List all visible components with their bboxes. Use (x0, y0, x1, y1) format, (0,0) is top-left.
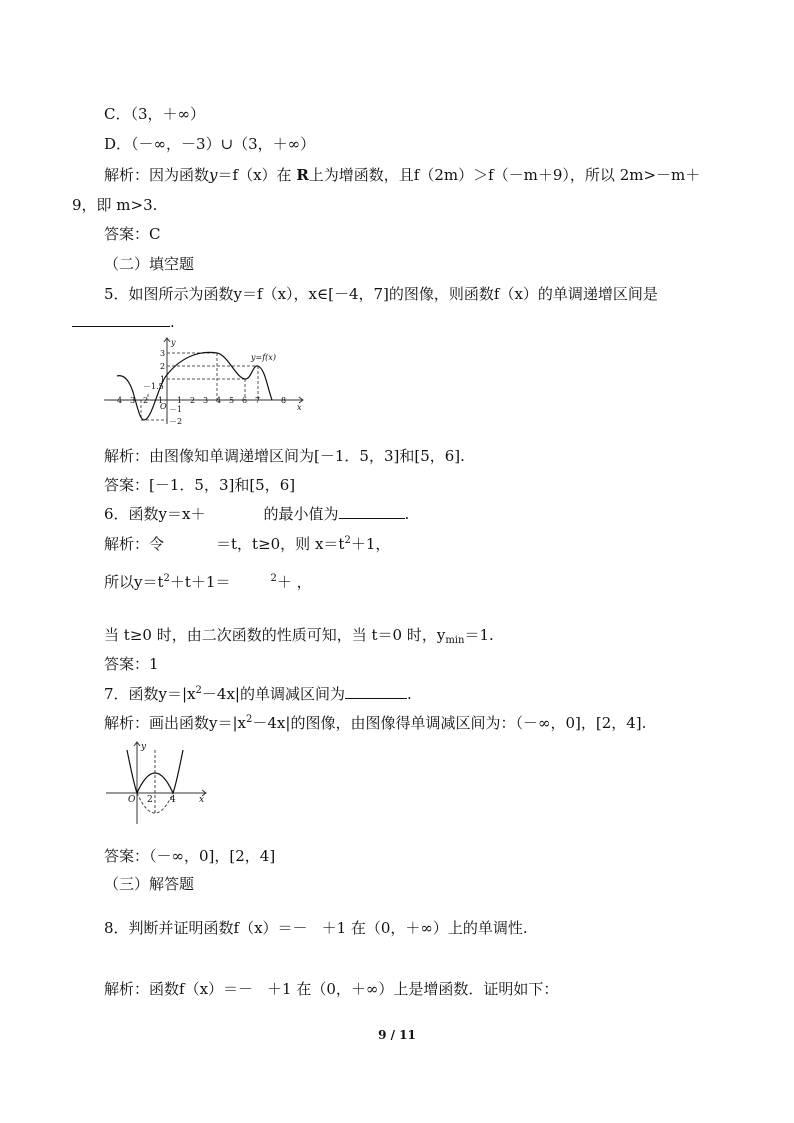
solution-8: 解析：函数f（x）＝－ ＋1 在（0，＋∞）上是增函数．证明如下： (104, 980, 559, 998)
y-tick-neg1: －1 (169, 405, 183, 414)
x-tick-4: 4 (170, 795, 176, 805)
question-5-blank-line: . (72, 312, 175, 332)
solution-7: 解析：画出函数$y=|x^2-4x|$的图像，由图像得单调减区间为：（－∞，0]，[2，4]. (104, 714, 647, 732)
section-fill-in: （二）填空题 (104, 255, 195, 273)
answer-5: 答案：[－1．5，3]和[5，6] (104, 476, 296, 494)
answer-6: 答案：1 (104, 655, 159, 673)
function-graph-q5 (100, 336, 310, 428)
x-tick-3: 3 (203, 396, 209, 405)
x-tick-8: 8 (281, 396, 287, 405)
page-number: 9 / 11 (378, 1028, 416, 1042)
origin-label: O (128, 795, 136, 805)
option-d: D．（－∞，－3）∪（3，＋∞） (104, 135, 316, 153)
x-tick-4: 4 (216, 396, 222, 405)
answer-4: 答案：C (104, 225, 161, 243)
curve-f (117, 352, 272, 420)
x-tick-6: 6 (242, 396, 248, 405)
answer-7: 答案：（－∞，0]，[2，4] (104, 847, 276, 865)
answer-blank[interactable] (339, 504, 405, 519)
x-tick-neg1: －1 (150, 396, 164, 405)
label-neg-1-5: －1.5 (143, 382, 164, 391)
answer-blank[interactable] (72, 312, 170, 327)
x-axis-label: x (297, 403, 302, 412)
question-6: 6．函数y＝x＋ 的最小值为 . (104, 505, 410, 523)
solution-4-line1: 解析：因为函数y＝f（x）在 R上为增函数，且f（2m）＞f（－m＋9），所以 2m>－m＋ (104, 166, 701, 184)
question-7: 7．函数$y=|x^2-4x|$的单调减区间为 . (104, 685, 412, 703)
question-5: 5．如图所示为函数y＝f（x），x∈[－4，7]的图像，则函数f（x）的单调递增区间是 (104, 285, 658, 303)
solution-5: 解析：由图像知单调递增区间为[－1．5，3]和[5，6]. (104, 447, 465, 465)
answer-blank[interactable] (345, 684, 407, 699)
solution-4-line2: 9，即 m>3. (72, 196, 158, 214)
x-tick-2: 2 (190, 396, 196, 405)
y-tick-1: 1 (160, 375, 166, 384)
abs-function-graph-q7 (104, 740, 210, 826)
x-tick-neg4: －4 (109, 396, 123, 405)
x-tick-1: 1 (177, 396, 183, 405)
x-tick-neg3: －3 (122, 396, 136, 405)
option-c: C．（3，＋∞） (104, 105, 206, 123)
solution-6-line3: 当 t≥0 时，由二次函数的性质可知，当 t＝0 时，$y_{min}=1$. (104, 626, 494, 646)
curve-label: y=f(x) (251, 353, 276, 362)
x-tick-7: 7 (255, 396, 261, 405)
y-axis-label: y (141, 742, 147, 752)
x-tick-5: 5 (229, 396, 235, 405)
origin-label: O (160, 402, 167, 411)
y-axis-label: y (171, 338, 176, 347)
x-tick-2: 2 (147, 795, 153, 805)
x-tick-neg2: －2 (135, 396, 149, 405)
section-solve: （三）解答题 (104, 875, 195, 893)
y-tick-3: 3 (160, 349, 166, 358)
question-8: 8．判断并证明函数f（x）＝－ ＋1 在（0，＋∞）上的单调性. (104, 919, 528, 937)
y-tick-2: 2 (160, 362, 166, 371)
x-axis-label: x (199, 795, 205, 805)
solution-6-line2: 所以$y=t^2+t+1= ^2+$ ， (104, 573, 312, 591)
y-tick-neg2: －2 (169, 417, 183, 426)
solution-6-line1: 解析：令 ＝t，t≥0，则 $x=t^2+1$， (104, 535, 391, 553)
